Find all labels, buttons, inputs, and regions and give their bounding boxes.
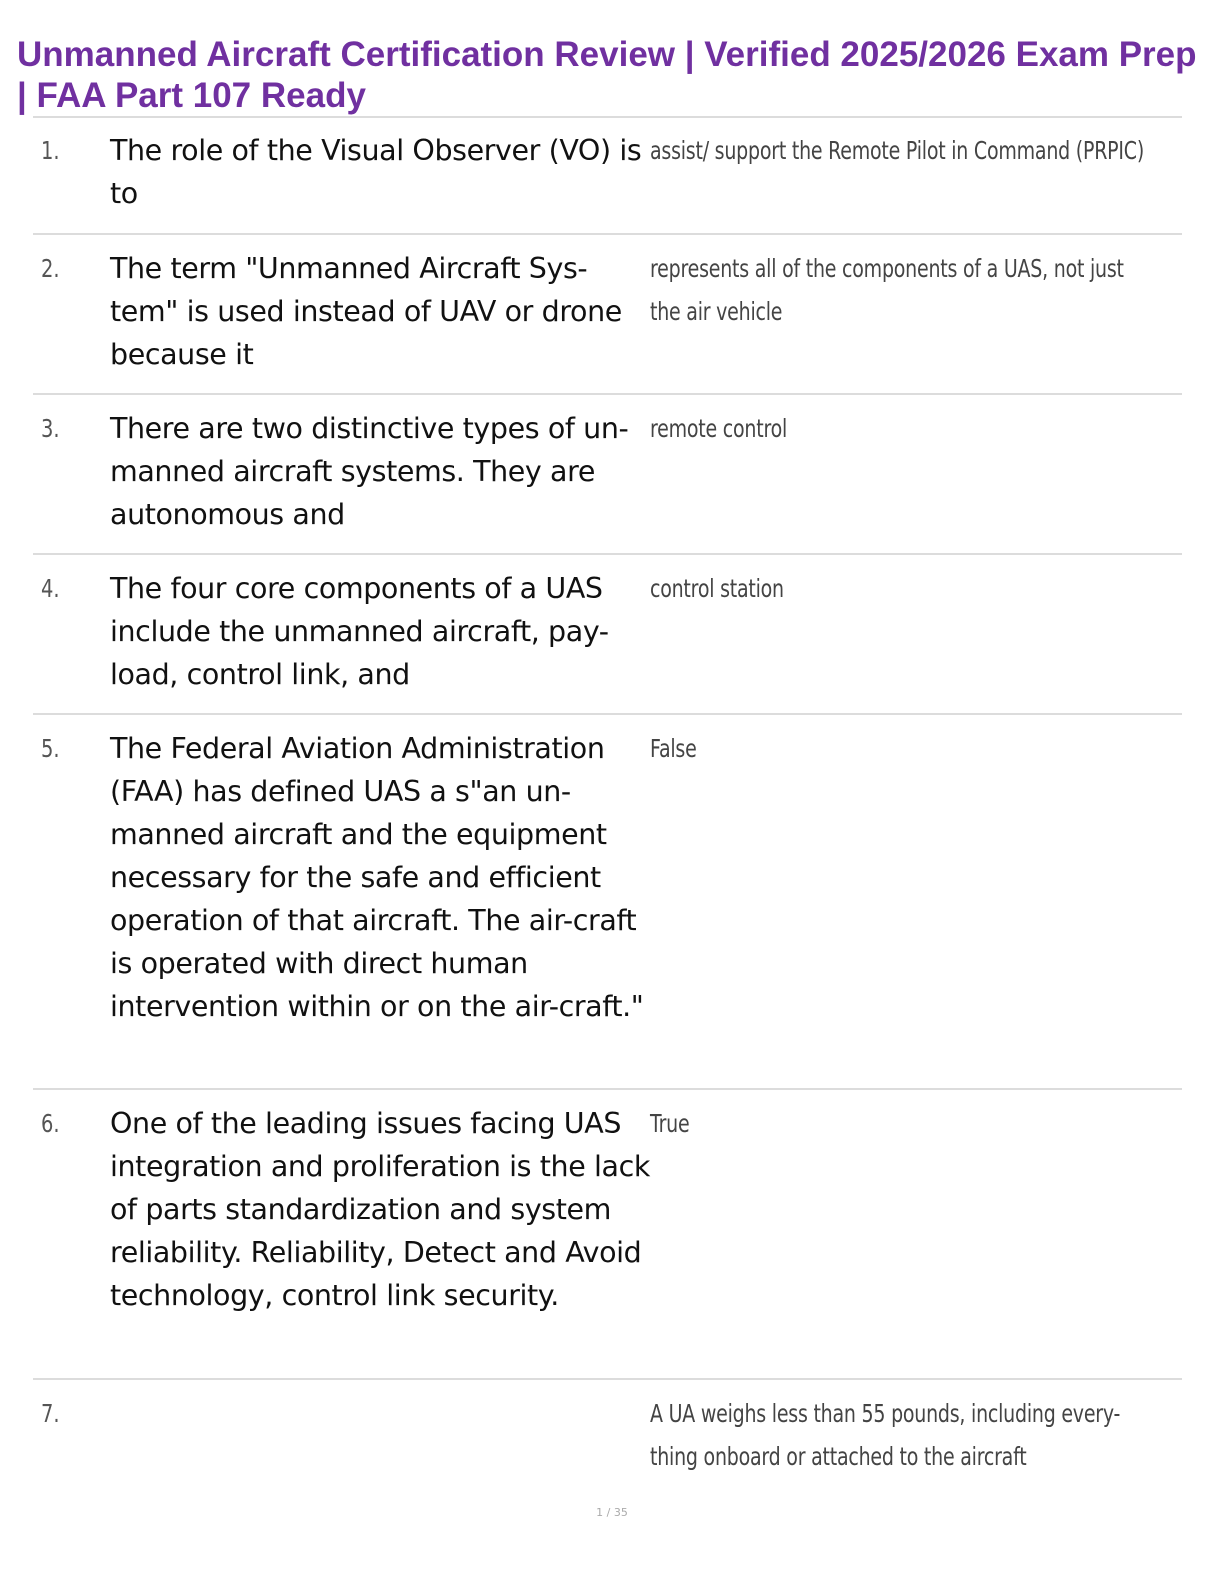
card-number: 1.	[41, 136, 60, 165]
header-divider	[33, 116, 1182, 118]
row-divider	[33, 393, 1182, 395]
row-divider	[33, 1378, 1182, 1380]
card-answer: control station	[650, 574, 784, 603]
card-number: 4.	[41, 574, 60, 603]
card-number: 7.	[41, 1399, 60, 1428]
card-answer: remote control	[650, 414, 788, 443]
card-number: 6.	[41, 1109, 60, 1138]
card-question: The role of the Visual Observer (VO) is to	[110, 134, 642, 210]
card-number: 3.	[41, 414, 60, 443]
card-answer: False	[650, 734, 697, 763]
card-answer: represents all of the components of a UAS, not just the air vehicle	[650, 254, 1124, 326]
row-divider	[33, 233, 1182, 235]
document-title: Unmanned Aircraft Certification Review | Verified 2025/2026 Exam Prep | FAA Part 107 Ready	[17, 35, 1197, 115]
row-divider	[33, 1088, 1182, 1090]
card-number: 5.	[41, 734, 60, 763]
card-answer: A UA weighs less than 55 pounds, including every-thing onboard or attached to the aircraft	[650, 1399, 1121, 1471]
card-question: The term "Unmanned Aircraft Sys-tem" is used instead of UAV or drone because it	[110, 252, 622, 371]
page-indicator: 1 / 35	[596, 1506, 628, 1519]
card-answer: assist/ support the Remote Pilot in Command (PRPIC)	[650, 136, 1145, 165]
card-question: There are two distinctive types of un-manned aircraft systems. They are autonomous and	[110, 412, 629, 531]
card-answer: True	[650, 1109, 690, 1138]
card-question: One of the leading issues facing UAS integration and proliferation is the lack of parts standardization and system reliability. Reliability, Detect and Avoid technology, control link security.	[110, 1107, 650, 1312]
row-divider	[33, 553, 1182, 555]
card-number: 2.	[41, 254, 60, 283]
card-question: The Federal Aviation Administration (FAA) has defined UAS a s"an un-manned aircraft and the equipment necessary for the safe and efficient operation of that aircraft. The air-craft is operated with direct human intervention within or on the air-craft."	[110, 732, 644, 1023]
card-question: The four core components of a UAS include the unmanned aircraft, pay-load, control link, and	[110, 572, 609, 691]
row-divider	[33, 713, 1182, 715]
